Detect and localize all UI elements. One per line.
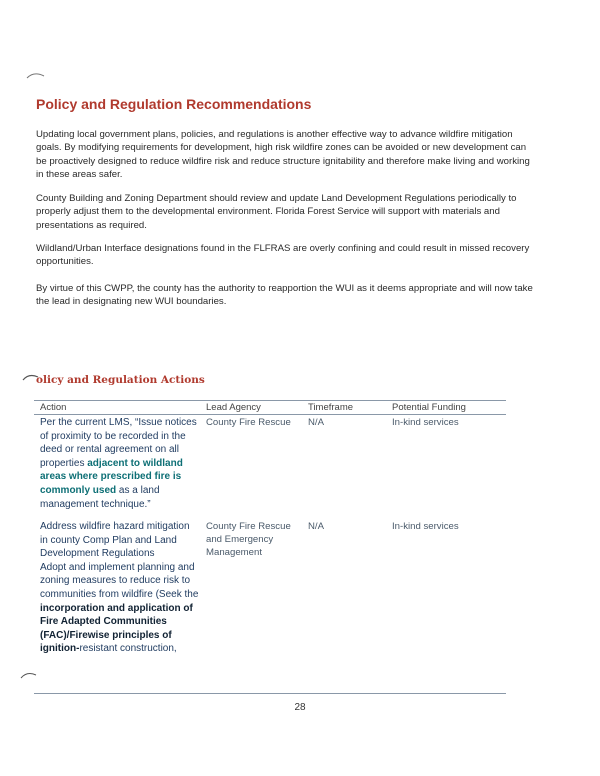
row-1-action-part-1: Per the current LMS, “Issue notices of proximity to be recorded in the deed or rental agreement on all properties: [40, 417, 197, 469]
table-top-rule: [34, 400, 506, 401]
table-row-2-timeframe: N/A: [308, 521, 324, 532]
row-2-action-part-4: resistant construction,: [79, 643, 177, 655]
scan-mark-top-left: [26, 70, 46, 80]
table-row-1-timeframe: N/A: [308, 417, 324, 428]
row-2-action-part-3: incorporation and application of Fire Adapted Communities (FAC)/Firewise principles of ignition-: [40, 602, 193, 655]
page-heading: Policy and Regulation Recommendations: [36, 96, 312, 112]
paragraph-2: County Building and Zoning Department should review and update Land Development Regulations periodically to properly adjust them to the developmental environment. Florida Forest Service will support with materials and presentations as required.: [36, 193, 517, 231]
row-2-action-part-1: Address wildfire hazard mitigation in county Comp Plan and Land Development Regulations: [40, 521, 190, 560]
table-row-2-funding: In-kind services: [392, 521, 459, 532]
table-row-1-action: [40, 416, 200, 511]
table-row-1-lead-agency: County Fire Rescue: [206, 417, 291, 428]
table-header-rule: [34, 414, 506, 415]
table-bottom-rule: [34, 693, 506, 694]
paragraph-1: Updating local government plans, policies, and regulations is another effective way to advance wildfire mitigation goals. By modifying requirements for development, high risk wildfire zones can be avoided or new development can be proactively designed to reduce wildfire risk and reduce structure ignitability and therefore make living and working in these areas safer.: [36, 129, 530, 180]
header-action: Action: [40, 402, 67, 413]
header-timeframe: Timeframe: [308, 402, 354, 413]
row-1-action-part-3: as a land management technique.”: [40, 484, 160, 510]
header-lead-agency: Lead Agency: [206, 402, 261, 413]
actions-title: olicy and Regulation Actions: [36, 374, 205, 386]
header-funding: Potential Funding: [392, 402, 466, 413]
row-2-action-part-2: Adopt and implement planning and zoning measures to reduce risk to communities from wildfire (Seek the: [40, 561, 199, 600]
table-row-2-action: [40, 520, 200, 656]
table-row-1-funding: In-kind services: [392, 417, 459, 428]
paragraph-3: Wildland/Urban Interface designations found in the FLFRAS are overly confining and could result in missed recovery opportunities.: [36, 243, 530, 268]
scan-mark-bottom-left: [20, 670, 38, 680]
table-row-2-lead-agency: County Fire Rescue and Emergency Management: [206, 521, 291, 559]
paragraph-4: By virtue of this CWPP, the county has the authority to reapportion the WUI as it deems appropriate and will now take the lead in designating new WUI boundaries.: [36, 283, 533, 308]
page-number: 28: [294, 702, 306, 713]
row-1-action-part-2: adjacent to wildland areas where prescribed fire is commonly used: [40, 457, 183, 496]
